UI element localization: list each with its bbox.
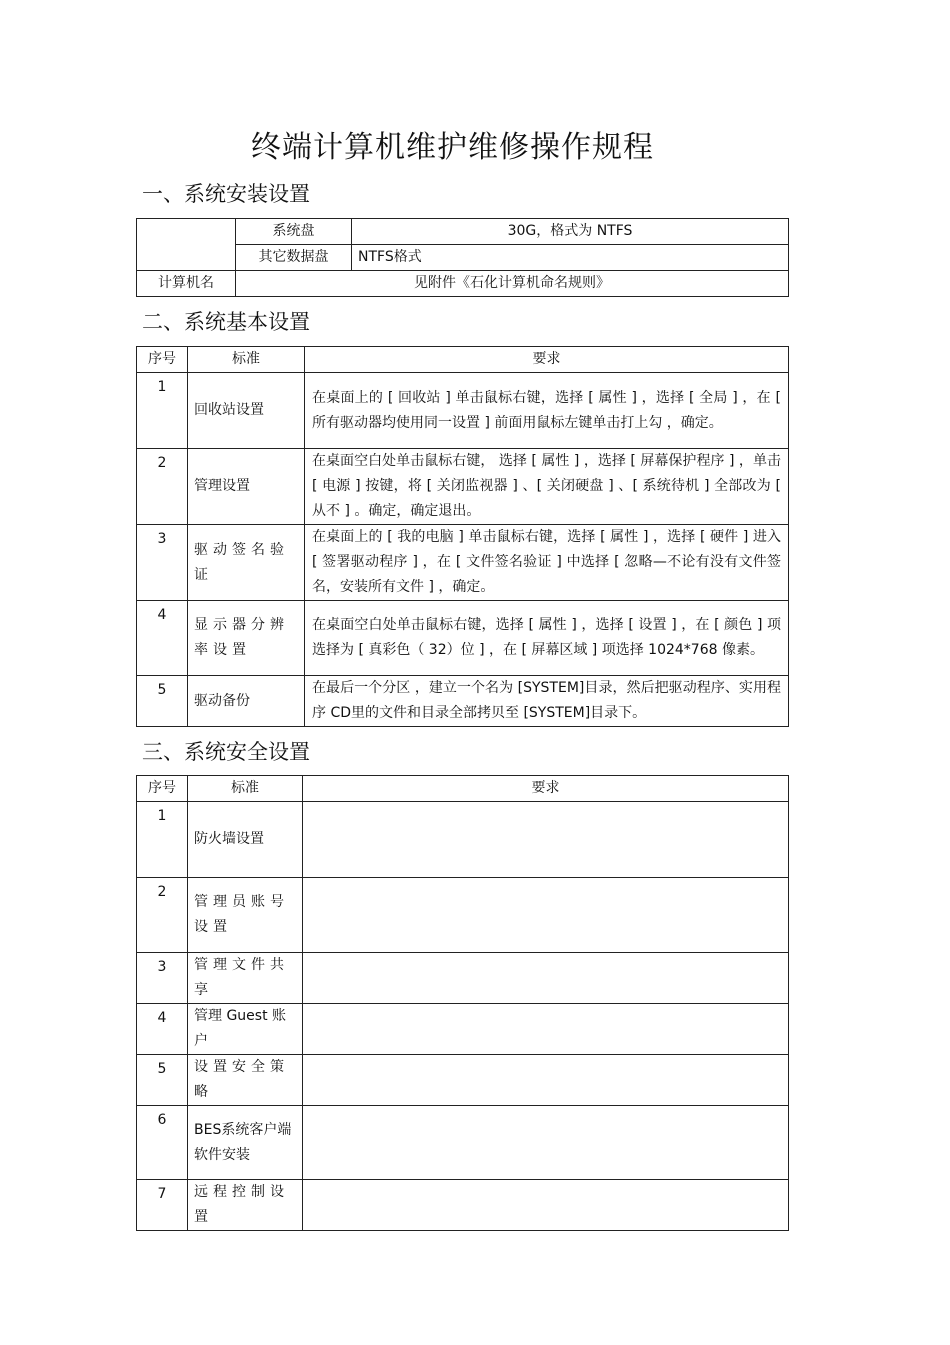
row-number: 1 (137, 373, 188, 449)
system-disk-label: 系统盘 (236, 219, 352, 245)
section-heading-basic: 二、系统基本设置 (142, 310, 310, 334)
header-requirement: 要求 (305, 347, 789, 373)
header-no: 序号 (137, 347, 188, 373)
table-row (137, 601, 789, 676)
table-row (137, 802, 789, 878)
row-requirement (303, 1055, 789, 1106)
row-requirement: 在桌面上的 [ 我的电脑 ] 单击鼠标右键，选择 [ 属性 ] ，选择 [ 硬件 ] 进入 [ 签署驱动程序 ] ，在 [ 文件签名验证 ] 中选择 [ 忽略—不论有没有文件签名，安装所有文件 ] ，确定。 (305, 525, 789, 601)
table-header-row (137, 347, 789, 373)
section-heading-security: 三、系统安全设置 (142, 740, 310, 764)
basic-settings-table (136, 346, 789, 727)
row-standard: 防火墙设置 (188, 802, 303, 878)
row-number: 2 (137, 449, 188, 525)
header-standard: 标准 (188, 347, 305, 373)
row-number: 5 (137, 1055, 188, 1106)
row-number: 1 (137, 802, 188, 878)
row-standard: 管理文件共享 (188, 953, 303, 1004)
row-requirement (303, 1004, 789, 1055)
security-settings-table (136, 775, 789, 1231)
table-row (137, 1055, 789, 1106)
row-standard: 远程控制设置 (188, 1180, 303, 1231)
system-disk-value: 30G，格式为 NTFS (352, 219, 789, 245)
computer-name-label: 计算机名 (137, 271, 236, 297)
header-no: 序号 (137, 776, 188, 802)
table-header-row (137, 776, 789, 802)
table-row (137, 1106, 789, 1180)
row-number: 4 (137, 1004, 188, 1055)
header-standard: 标准 (188, 776, 303, 802)
row-requirement: 在桌面空白处单击鼠标右键，选择 [ 属性 ] ，选择 [ 设置 ] ，在 [ 颜色 ] 项选择为 [ 真彩色（ 32）位 ] ，在 [ 屏幕区域 ] 项选择 1024*768 像素。 (305, 601, 789, 676)
row-number: 7 (137, 1180, 188, 1231)
row-standard: BES系统客户端软件安装 (188, 1106, 303, 1180)
install-settings-table (136, 218, 789, 297)
section-heading-install: 一、系统安装设置 (142, 182, 310, 206)
row-standard: 管理员账号设置 (188, 878, 303, 953)
row-standard: 回收站设置 (188, 373, 305, 449)
empty-cell (137, 219, 236, 271)
row-standard: 管理 Guest 账户 (188, 1004, 303, 1055)
row-requirement: 在桌面上的 [ 回收站 ] 单击鼠标右键，选择 [ 属性 ] ，选择 [ 全局 ] ，在 [ 所有驱动器均使用同一设置 ] 前面用鼠标左键单击打上勾 ，确定。 (305, 373, 789, 449)
row-requirement: 在桌面空白处单击鼠标右键， 选择 [ 属性 ] ，选择 [ 屏幕保护程序 ] ，单击 [ 电源 ] 按键，将 [ 关闭监视器 ] 、[ 关闭硬盘 ] 、[ 系统待机 ] 全部改为 [ 从不 ] 。确定，确定退出。 (305, 449, 789, 525)
other-disk-value: NTFS格式 (352, 245, 789, 271)
row-standard: 驱动备份 (188, 676, 305, 727)
table-row (137, 449, 789, 525)
table-row (137, 1180, 789, 1231)
row-number: 2 (137, 878, 188, 953)
other-disk-label: 其它数据盘 (236, 245, 352, 271)
row-requirement (303, 953, 789, 1004)
row-standard: 显示器分辨率设置 (188, 601, 305, 676)
row-number: 6 (137, 1106, 188, 1180)
row-requirement: 在最后一个分区 ，建立一个名为 [SYSTEM]目录，然后把驱动程序、实用程序 CD里的文件和目录全部拷贝至 [SYSTEM]目录下。 (305, 676, 789, 727)
row-standard: 设置安全策略 (188, 1055, 303, 1106)
row-requirement (303, 1106, 789, 1180)
document-title: 终端计算机维护维修操作规程 (251, 130, 654, 165)
row-number: 3 (137, 525, 188, 601)
table-row (137, 1004, 789, 1055)
header-requirement: 要求 (303, 776, 789, 802)
row-requirement (303, 1180, 789, 1231)
row-standard: 驱动签名验证 (188, 525, 305, 601)
row-requirement (303, 878, 789, 953)
table-row (137, 676, 789, 727)
row-number: 4 (137, 601, 188, 676)
table-row (137, 953, 789, 1004)
computer-name-value: 见附件《石化计算机命名规则》 (236, 271, 789, 297)
row-number: 5 (137, 676, 188, 727)
row-number: 3 (137, 953, 188, 1004)
table-row (137, 525, 789, 601)
row-requirement (303, 802, 789, 878)
table-row (137, 878, 789, 953)
table-row (137, 373, 789, 449)
row-standard: 管理设置 (188, 449, 305, 525)
